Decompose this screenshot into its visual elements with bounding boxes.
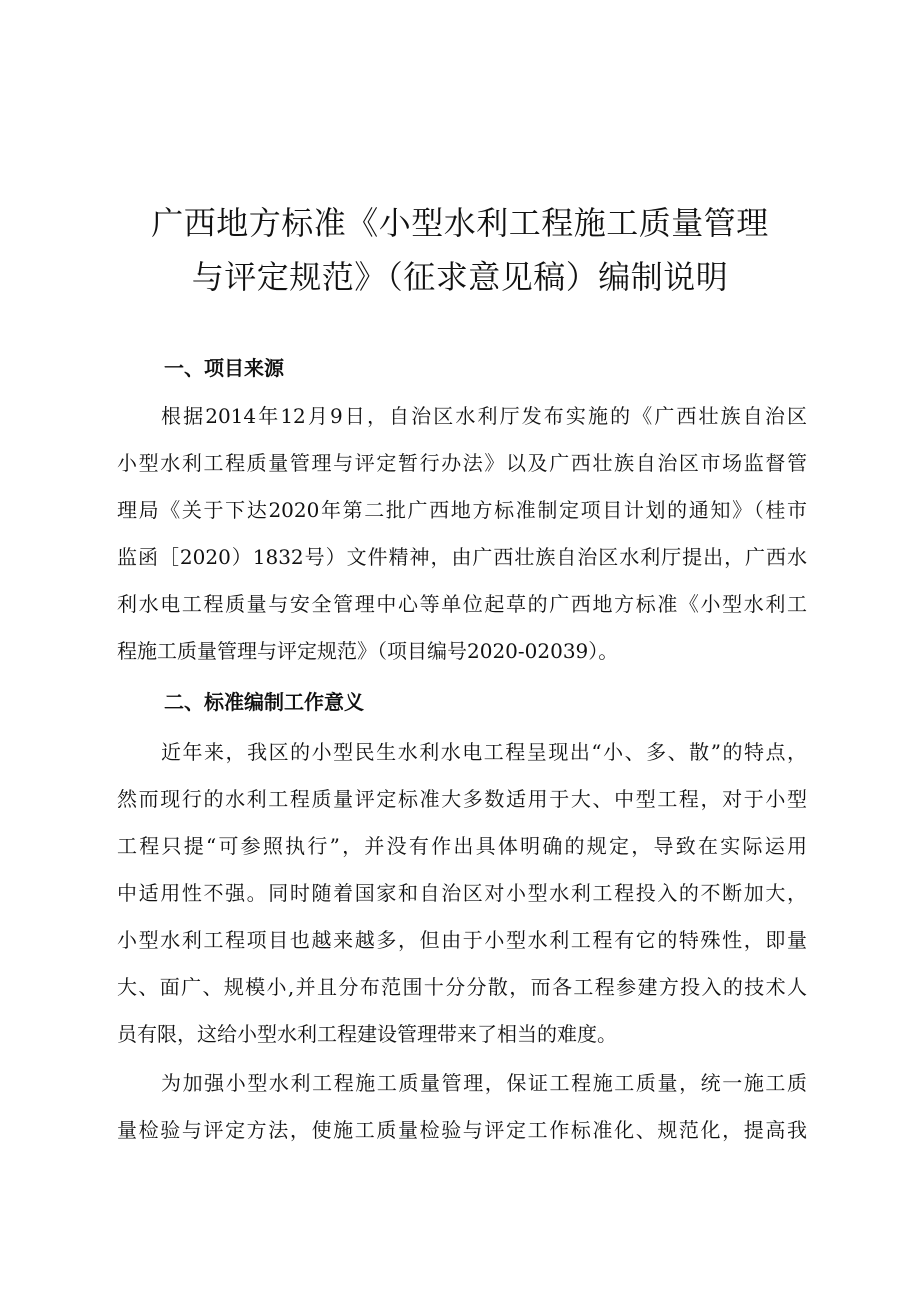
paragraph-line: 利水电工程质量与安全管理中心等单位起草的广西地方标准《小型水利工 [117, 592, 807, 616]
section-heading-significance: 二、标准编制工作意义 [164, 690, 364, 714]
paragraph-line: 为加强小型水利工程施工质量管理，保证工程施工质量，统一施工质 [161, 1071, 807, 1095]
paragraph-line: 大、面广、规模小,并且分布范围十分分散，而各工程参建方投入的技术人 [117, 975, 807, 999]
paragraph-line: 小型水利工程质量管理与评定暂行办法》以及广西壮族自治区市场监督管 [117, 451, 807, 475]
paragraph-line: 中适用性不强。同时随着国家和自治区对小型水利工程投入的不断加大， [117, 881, 807, 905]
paragraph-line: 近年来，我区的小型民生水利水电工程呈现出“小、多、散”的特点， [161, 740, 807, 764]
paragraph-line: 量检验与评定方法，使施工质量检验与评定工作标准化、规范化，提高我 [117, 1118, 807, 1142]
paragraph-line: 监函［2020）1832号）文件精神，由广西壮族自治区水利厅提出，广西水 [117, 545, 807, 569]
paragraph-line: 理局《关于下达2020年第二批广西地方标准制定项目计划的通知》（桂市 [117, 498, 807, 522]
paragraph-line: 工程只提“可参照执行”，并没有作出具体明确的规定，导致在实际运用 [117, 834, 807, 858]
paragraph-line: 根据2014年12月9日，自治区水利厅发布实施的《广西壮族自治区 [161, 404, 807, 428]
section-heading-project-source: 一、项目来源 [164, 356, 284, 380]
paragraph-line: 小型水利工程项目也越来越多，但由于小型水利工程有它的特殊性，即量 [117, 928, 807, 952]
document-title-line-2: 与评定规范》（征求意见稿）编制说明 [191, 258, 729, 296]
document-title-line-1: 广西地方标准《小型水利工程施工质量管理 [151, 204, 769, 242]
paragraph-line: 然而现行的水利工程质量评定标准大多数适用于大、中型工程，对于小型 [117, 787, 807, 811]
paragraph-line: 程施工质量管理与评定规范》（项目编号2020-02039）。 [117, 639, 619, 663]
paragraph-line: 员有限，这给小型水利工程建设管理带来了相当的难度。 [117, 1022, 617, 1046]
